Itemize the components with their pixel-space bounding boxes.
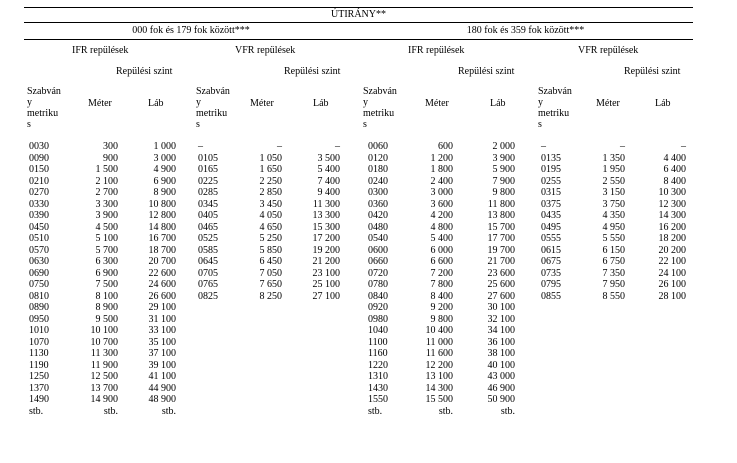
cell-ifr1-ft: 12 800: [148, 210, 176, 221]
direction-header-1: 000 fok és 179 fok között***: [132, 25, 250, 36]
cell-ifr2-m: 4 800: [430, 221, 453, 233]
cell-ifr2-m: 4 200: [430, 210, 453, 221]
cell-ifr1-std: 0630: [29, 256, 49, 267]
cell-ifr2-m: 6 600: [430, 256, 453, 267]
cell-ifr1-std: 0150: [29, 164, 49, 175]
cell-ifr2-ft: 34 100: [487, 325, 515, 336]
cell-ifr2-std: 0480: [368, 221, 388, 233]
cell-vfr1-ft: 5 400: [317, 164, 340, 175]
cell-ifr2-m: 11 600: [425, 348, 453, 359]
cell-ifr1-ft: 24 600: [148, 279, 176, 290]
cell-ifr1-std: 0090: [29, 152, 49, 164]
cell-vfr1-std: 0525: [198, 233, 218, 244]
cell-ifr2-ft: 40 100: [487, 359, 515, 371]
cell-vfr2-ft: 24 100: [658, 267, 686, 279]
cell-ifr1-std: 0330: [29, 198, 49, 210]
cell-ifr1-ft: 20 700: [148, 256, 176, 267]
cell-vfr2-ft: 6 400: [663, 164, 686, 175]
cell-ifr2-ft: 2 000: [492, 141, 515, 152]
cell-vfr2-std: 0255: [541, 175, 561, 187]
cell-vfr2-std: 0315: [541, 187, 561, 198]
cell-ifr1-std: 0030: [29, 141, 49, 152]
cell-vfr2-std: 0435: [541, 210, 561, 221]
cell-ifr1-std: 0750: [29, 279, 49, 290]
cell-ifr2-ft: 36 100: [487, 336, 515, 348]
cell-ifr2-ft: 15 700: [487, 221, 515, 233]
cell-ifr2-std: 0660: [368, 256, 388, 267]
column-m-ifr1: [84, 141, 118, 417]
cell-vfr1-std: 0645: [198, 256, 218, 267]
cell-ifr2-m: 7 200: [430, 267, 453, 279]
cell-ifr1-m: 5 100: [95, 233, 118, 244]
cell-ifr1-ft: 1 000: [153, 141, 176, 152]
col-m-header: Méter: [250, 98, 274, 109]
cell-ifr1-ft: 37 100: [148, 348, 176, 359]
column-m-vfr2: [591, 141, 625, 302]
cell-ifr1-std: 0690: [29, 267, 49, 279]
cell-vfr2-ft: 20 200: [658, 244, 686, 256]
col-ft-header: Láb: [655, 98, 671, 109]
cell-ifr2-m: 5 400: [430, 233, 453, 244]
cell-ifr1-m: 3 900: [95, 210, 118, 221]
cell-ifr2-ft: 38 100: [487, 348, 515, 359]
cell-ifr1-std: 0270: [29, 187, 49, 198]
cell-ifr1-std: 1010: [29, 325, 49, 336]
cell-ifr1-std: 1070: [29, 336, 49, 348]
cell-ifr2-std: 0240: [368, 175, 388, 187]
cell-ifr1-std: 0950: [29, 313, 49, 325]
level-header-4: Repülési szint: [624, 66, 681, 77]
cell-ifr2-ft: 43 000: [487, 371, 515, 382]
direction-header-2: 180 fok és 359 fok között***: [466, 25, 585, 36]
cell-ifr2-std: 1310: [368, 371, 388, 382]
cell-ifr1-m: 11 900: [90, 359, 118, 371]
cell-ifr2-m: 2 400: [430, 175, 453, 187]
cell-ifr2-std: 1550: [368, 394, 388, 405]
cell-ifr1-std: 1130: [29, 348, 49, 359]
cell-ifr2-std: 0060: [368, 141, 388, 152]
cell-vfr2-std: 0675: [541, 256, 561, 267]
cell-ifr1-std: 1250: [29, 371, 49, 382]
cell-ifr1-ft: 39 100: [148, 359, 176, 371]
cell-ifr1-m: 900: [103, 152, 118, 164]
cell-ifr2-std: 0180: [368, 164, 388, 175]
cell-ifr1-ft: 41 100: [148, 371, 176, 382]
cell-vfr2-std: 0795: [541, 279, 561, 290]
cell-ifr2-m: 14 300: [425, 382, 453, 394]
cell-ifr1-m: 6 900: [95, 267, 118, 279]
cell-vfr1-std: 0465: [198, 221, 218, 233]
cell-vfr2-m: 3 150: [602, 187, 625, 198]
cell-ifr2-std: 1160: [368, 348, 388, 359]
cell-vfr2-std: 0135: [541, 152, 561, 164]
vfr-header-2: VFR repülések: [578, 45, 639, 56]
cell-ifr2-std: 0720: [368, 267, 388, 279]
cell-vfr1-m: 3 450: [259, 198, 282, 210]
table-title: ÚTIRÁNY**: [331, 9, 386, 20]
cell-ifr2-ft: 19 700: [487, 244, 515, 256]
cell-ifr2-std: 0300: [368, 187, 388, 198]
cell-vfr2-m: 6 750: [602, 256, 625, 267]
cell-vfr1-std: 0705: [198, 267, 218, 279]
cell-vfr2-m: 3 750: [602, 198, 625, 210]
column-std-ifr1: [29, 141, 49, 417]
cell-vfr1-std: 0165: [198, 164, 218, 175]
cell-vfr1-ft: 25 100: [312, 279, 340, 290]
cell-vfr1-m: –: [277, 141, 282, 152]
cell-vfr2-m: 5 550: [602, 233, 625, 244]
cell-vfr1-m: 1 650: [259, 164, 282, 175]
cell-ifr2-std: 0360: [368, 198, 388, 210]
column-std-vfr2: [541, 141, 561, 302]
cell-ifr1-m: 5 700: [95, 244, 118, 256]
cell-ifr1-ft: 14 800: [148, 221, 176, 233]
cell-vfr1-std: 0405: [198, 210, 218, 221]
cell-vfr2-std: 0855: [541, 290, 561, 302]
cell-ifr2-m: 9 200: [430, 302, 453, 313]
cell-ifr2-ft: stb.: [500, 405, 515, 417]
cell-vfr2-m: 7 950: [602, 279, 625, 290]
cell-vfr2-ft: 26 100: [658, 279, 686, 290]
cell-vfr1-m: 5 250: [259, 233, 282, 244]
cell-ifr1-ft: 29 100: [148, 302, 176, 313]
cell-vfr2-m: 4 350: [602, 210, 625, 221]
cell-ifr2-std: 0420: [368, 210, 388, 221]
col-m-header: Méter: [596, 98, 620, 109]
cell-vfr1-ft: 21 200: [312, 256, 340, 267]
cell-ifr2-ft: 32 100: [487, 313, 515, 325]
cell-ifr1-m: 12 500: [90, 371, 118, 382]
col-m-header: Méter: [425, 98, 449, 109]
cell-vfr1-ft: 9 400: [317, 187, 340, 198]
cell-ifr2-m: 1 200: [430, 152, 453, 164]
cell-vfr1-ft: –: [335, 141, 340, 152]
cell-ifr2-m: 12 200: [425, 359, 453, 371]
cell-ifr2-std: 0540: [368, 233, 388, 244]
cell-ifr1-ft: 35 100: [148, 336, 176, 348]
cell-vfr2-ft: 12 300: [658, 198, 686, 210]
cell-vfr1-m: 6 450: [259, 256, 282, 267]
cell-ifr1-ft: 10 800: [148, 198, 176, 210]
cell-vfr1-ft: 23 100: [312, 267, 340, 279]
cell-ifr1-ft: stb.: [161, 405, 176, 417]
cell-vfr2-m: 6 150: [602, 244, 625, 256]
cell-ifr1-m: 11 300: [90, 348, 118, 359]
cell-vfr1-std: –: [198, 141, 203, 152]
vfr-header-1: VFR repülések: [235, 45, 296, 56]
cell-vfr2-ft: 18 200: [658, 233, 686, 244]
cell-ifr1-m: 3 300: [95, 198, 118, 210]
cell-ifr1-m: 14 900: [90, 394, 118, 405]
cell-ifr1-std: 1370: [29, 382, 49, 394]
cell-ifr1-m: 2 700: [95, 187, 118, 198]
cell-vfr2-m: 2 550: [602, 175, 625, 187]
cell-ifr2-m: stb.: [438, 405, 453, 417]
cell-vfr2-m: 1 350: [602, 152, 625, 164]
column-m-ifr2: [420, 141, 453, 417]
column-ft-vfr2: [646, 141, 686, 302]
cell-vfr1-m: 4 050: [259, 210, 282, 221]
cell-ifr2-ft: 5 900: [492, 164, 515, 175]
cell-ifr1-m: 10 100: [90, 325, 118, 336]
cell-ifr1-std: 0890: [29, 302, 49, 313]
column-ft-ifr1: [140, 141, 176, 417]
cell-ifr1-ft: 26 600: [148, 290, 176, 302]
cell-vfr1-m: 2 250: [259, 175, 282, 187]
cell-ifr1-m: 7 500: [95, 279, 118, 290]
cell-vfr1-m: 1 050: [259, 152, 282, 164]
column-std-vfr1: [198, 141, 218, 302]
ifr-header-1: IFR repülések: [72, 45, 129, 56]
cell-vfr1-ft: 15 300: [312, 221, 340, 233]
cell-ifr1-std: stb.: [29, 405, 44, 417]
cell-vfr1-std: 0765: [198, 279, 218, 290]
cell-ifr1-ft: 44 900: [148, 382, 176, 394]
cell-ifr1-m: 2 100: [95, 175, 118, 187]
cell-ifr2-m: 15 500: [425, 394, 453, 405]
cell-ifr2-m: 3 600: [430, 198, 453, 210]
cell-vfr1-ft: 27 100: [312, 290, 340, 302]
cell-ifr2-m: 600: [438, 141, 453, 152]
cell-ifr1-std: 0390: [29, 210, 49, 221]
cell-vfr2-m: –: [620, 141, 625, 152]
cell-vfr2-std: –: [541, 141, 546, 152]
cell-ifr2-std: 1100: [368, 336, 388, 348]
cell-ifr1-ft: 8 900: [153, 187, 176, 198]
cell-ifr1-m: 6 300: [95, 256, 118, 267]
col-std-header: Szabván y metriku s: [27, 86, 61, 130]
col-m-header: Méter: [88, 98, 112, 109]
cell-ifr2-ft: 21 700: [487, 256, 515, 267]
cell-ifr1-m: 10 700: [90, 336, 118, 348]
cell-ifr1-std: 0210: [29, 175, 49, 187]
cell-ifr2-std: 1040: [368, 325, 388, 336]
cell-vfr2-m: 7 350: [602, 267, 625, 279]
cell-vfr1-std: 0345: [198, 198, 218, 210]
cell-vfr1-std: 0285: [198, 187, 218, 198]
cell-ifr2-std: 0780: [368, 279, 388, 290]
column-ft-vfr1: [303, 141, 340, 302]
cell-ifr1-ft: 6 900: [153, 175, 176, 187]
cell-ifr2-std: stb.: [368, 405, 383, 417]
top-rule: [24, 7, 693, 8]
level-header-3: Repülési szint: [458, 66, 515, 77]
cell-ifr2-ft: 27 600: [487, 290, 515, 302]
ifr-header-2: IFR repülések: [408, 45, 465, 56]
cell-ifr2-ft: 7 900: [492, 175, 515, 187]
column-m-vfr1: [250, 141, 282, 302]
cell-vfr1-m: 7 050: [259, 267, 282, 279]
cell-ifr1-m: 4 500: [95, 221, 118, 233]
cell-vfr2-std: 0555: [541, 233, 561, 244]
cell-ifr1-m: 8 100: [95, 290, 118, 302]
cell-ifr2-m: 1 800: [430, 164, 453, 175]
column-std-ifr2: [368, 141, 388, 417]
cell-vfr1-std: 0585: [198, 244, 218, 256]
cell-vfr1-m: 2 850: [259, 187, 282, 198]
cell-ifr1-std: 0450: [29, 221, 49, 233]
cell-ifr2-m: 9 800: [430, 313, 453, 325]
cell-ifr2-std: 0980: [368, 313, 388, 325]
cell-ifr2-std: 0840: [368, 290, 388, 302]
cell-ifr1-m: stb.: [103, 405, 118, 417]
col-ft-header: Láb: [313, 98, 329, 109]
cell-vfr2-ft: 4 400: [663, 152, 686, 164]
cell-ifr1-ft: 3 000: [153, 152, 176, 164]
cell-ifr1-ft: 48 900: [148, 394, 176, 405]
cell-vfr1-ft: 19 200: [312, 244, 340, 256]
cell-ifr1-ft: 33 100: [148, 325, 176, 336]
col-ft-header: Láb: [490, 98, 506, 109]
level-header-2: Repülési szint: [284, 66, 341, 77]
cell-vfr1-std: 0105: [198, 152, 218, 164]
cell-vfr1-ft: 7 400: [317, 175, 340, 187]
cell-ifr2-ft: 11 800: [487, 198, 515, 210]
cell-ifr1-m: 1 500: [95, 164, 118, 175]
cell-ifr1-std: 0510: [29, 233, 49, 244]
cell-ifr1-ft: 31 100: [148, 313, 176, 325]
cell-ifr1-std: 1190: [29, 359, 49, 371]
cell-vfr1-m: 4 650: [259, 221, 282, 233]
cell-vfr1-ft: 13 300: [312, 210, 340, 221]
cell-ifr1-std: 0570: [29, 244, 49, 256]
cell-ifr1-m: 9 500: [95, 313, 118, 325]
cell-vfr2-ft: 16 200: [658, 221, 686, 233]
cell-vfr2-std: 0735: [541, 267, 561, 279]
cell-ifr2-std: 0600: [368, 244, 388, 256]
cell-ifr1-ft: 4 900: [153, 164, 176, 175]
level-header-1: Repülési szint: [116, 66, 173, 77]
cell-vfr1-ft: 17 200: [312, 233, 340, 244]
cell-ifr2-m: 7 800: [430, 279, 453, 290]
cell-vfr2-ft: 10 300: [658, 187, 686, 198]
cell-ifr2-ft: 50 900: [487, 394, 515, 405]
cell-vfr2-m: 8 550: [602, 290, 625, 302]
cell-vfr2-ft: 28 100: [658, 290, 686, 302]
cell-vfr1-m: 8 250: [259, 290, 282, 302]
cell-ifr1-std: 0810: [29, 290, 49, 302]
cell-vfr2-ft: 22 100: [658, 256, 686, 267]
cell-vfr1-ft: 11 300: [312, 198, 340, 210]
direction-rule: [24, 39, 693, 40]
cell-vfr1-std: 0825: [198, 290, 218, 302]
cell-ifr2-std: 0120: [368, 152, 388, 164]
cell-vfr2-std: 0495: [541, 221, 561, 233]
cell-ifr2-m: 10 400: [425, 325, 453, 336]
cell-ifr1-ft: 22 600: [148, 267, 176, 279]
cell-ifr2-ft: 25 600: [487, 279, 515, 290]
column-ft-ifr2: [478, 141, 515, 417]
cell-ifr2-ft: 9 800: [492, 187, 515, 198]
cell-vfr1-ft: 3 500: [317, 152, 340, 164]
cell-ifr2-std: 1220: [368, 359, 388, 371]
col-ft-header: Láb: [148, 98, 164, 109]
cell-ifr2-ft: 30 100: [487, 302, 515, 313]
cell-vfr2-m: 4 950: [602, 221, 625, 233]
cell-vfr2-std: 0195: [541, 164, 561, 175]
title-rule: [24, 22, 693, 23]
cell-vfr2-ft: 8 400: [663, 175, 686, 187]
cell-vfr2-ft: –: [681, 141, 686, 152]
cell-vfr2-ft: 14 300: [658, 210, 686, 221]
cell-ifr2-m: 13 100: [425, 371, 453, 382]
cell-vfr1-std: 0225: [198, 175, 218, 187]
cell-vfr2-std: 0375: [541, 198, 561, 210]
cell-ifr2-ft: 23 600: [487, 267, 515, 279]
cell-ifr2-m: 6 000: [430, 244, 453, 256]
cell-ifr1-m: 300: [103, 141, 118, 152]
cell-ifr1-ft: 16 700: [148, 233, 176, 244]
cell-ifr2-std: 1430: [368, 382, 388, 394]
cell-ifr2-std: 0920: [368, 302, 388, 313]
cell-ifr2-m: 8 400: [430, 290, 453, 302]
cell-ifr2-m: 3 000: [430, 187, 453, 198]
cell-ifr1-std: 1490: [29, 394, 49, 405]
cell-vfr1-m: 7 650: [259, 279, 282, 290]
col-std-header: Szabván y metriku s: [196, 86, 230, 130]
cell-ifr2-ft: 46 900: [487, 382, 515, 394]
col-std-header: Szabván y metriku s: [538, 86, 572, 130]
cell-vfr2-m: 1 950: [602, 164, 625, 175]
cell-ifr2-ft: 13 800: [487, 210, 515, 221]
cell-vfr2-std: 0615: [541, 244, 561, 256]
cell-ifr2-ft: 17 700: [487, 233, 515, 244]
cell-ifr2-m: 11 000: [425, 336, 453, 348]
cell-ifr1-m: 13 700: [90, 382, 118, 394]
cell-ifr1-ft: 18 700: [148, 244, 176, 256]
cell-ifr2-ft: 3 900: [492, 152, 515, 164]
cell-ifr1-m: 8 900: [95, 302, 118, 313]
col-std-header: Szabván y metriku s: [363, 86, 397, 130]
cell-vfr1-m: 5 850: [259, 244, 282, 256]
